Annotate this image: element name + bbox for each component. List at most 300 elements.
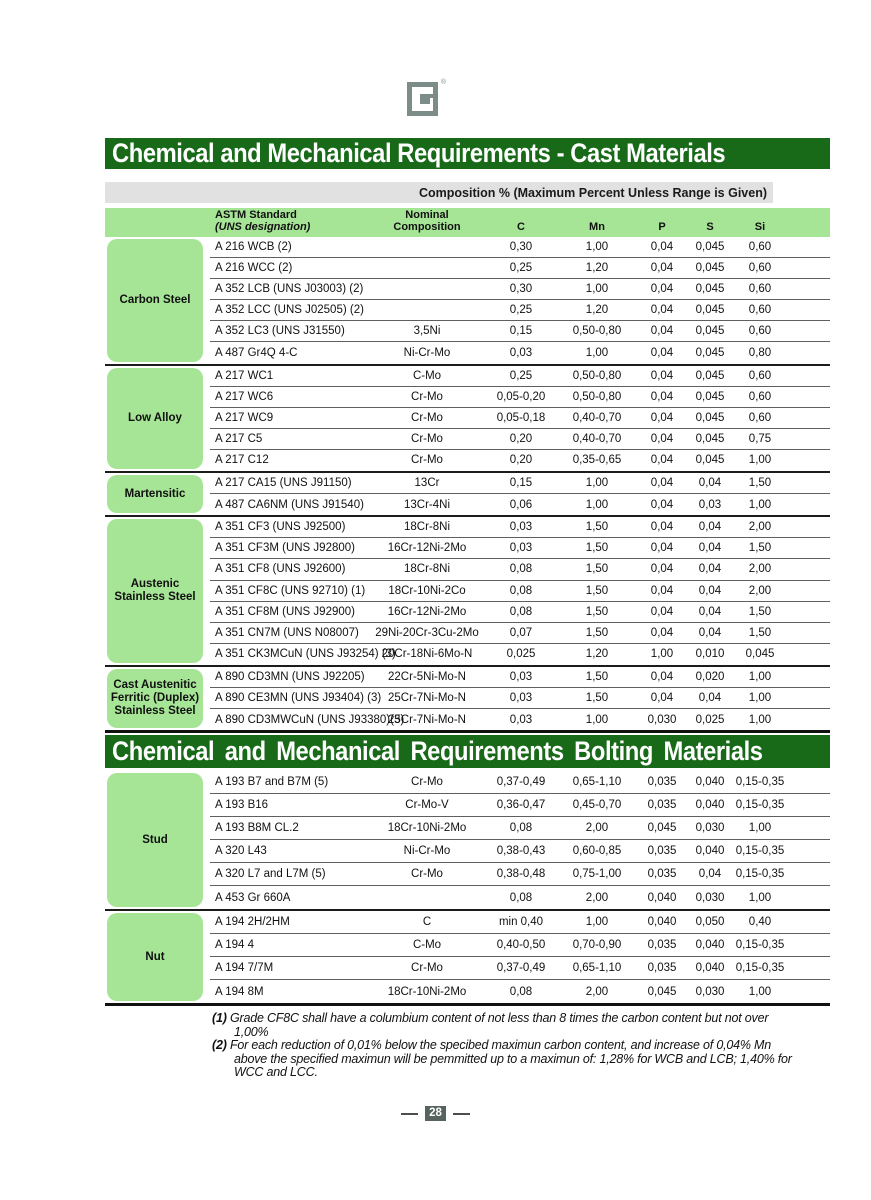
cell-si: 2,00	[748, 521, 772, 534]
cell-si: 0,15-0,35	[735, 799, 785, 811]
cell-si: 0,60	[748, 283, 772, 296]
cell-astm-standard: A 194 4	[215, 939, 255, 951]
cell-p: 0,04	[650, 325, 674, 338]
footnote-number: (1)	[212, 1011, 230, 1025]
cell-mn: 1,00	[585, 477, 609, 490]
cell-s: 0,040	[695, 845, 725, 857]
cell-astm-standard: A 193 B16	[215, 799, 269, 811]
cell-si: 0,60	[748, 241, 772, 254]
table-row	[210, 863, 830, 886]
table-row	[210, 771, 830, 794]
cell-si: 2,00	[748, 584, 772, 597]
cell-nominal-composition: 18Cr-8Ni	[403, 521, 450, 534]
cell-si: 1,00	[748, 822, 772, 834]
section-title-bolting-text: Chemical and Mechanical Requirements Bolting Materials	[112, 736, 763, 766]
cell-c: 0,05-0,20	[496, 390, 546, 403]
cell-p: 0,04	[650, 432, 674, 445]
cell-astm-standard: A 217 WC1	[215, 369, 274, 382]
cell-si: 0,60	[748, 325, 772, 338]
group-label: Nut	[107, 913, 203, 1001]
cell-nominal-composition: 3,5Ni	[413, 325, 441, 338]
cell-astm-standard: A 194 8M	[215, 985, 264, 998]
table-row	[210, 279, 830, 300]
header-astm-standard	[210, 210, 368, 237]
cell-mn: 1,20	[585, 648, 609, 661]
table-row	[210, 494, 830, 515]
cell-c: 0,15	[509, 325, 533, 338]
cell-si: 0,75	[748, 432, 772, 445]
cell-p: 0,04	[650, 584, 674, 597]
table-row	[210, 980, 830, 1003]
cell-nominal-composition: 25Cr-7Ni-Mo-N	[388, 692, 466, 705]
cell-p: 0,04	[650, 563, 674, 576]
cell-c: min 0,40	[498, 916, 544, 928]
page-number-badge: 28	[425, 1106, 446, 1121]
cell-s: 0,045	[695, 304, 725, 317]
bolting-materials-table	[105, 771, 830, 1006]
cell-nominal-composition: Ni-Cr-Mo	[403, 845, 451, 857]
cell-si: 0,60	[748, 390, 772, 403]
cell-nominal-composition: 16Cr-12Ni-2Mo	[387, 542, 467, 555]
cell-nominal-composition: C-Mo	[412, 939, 442, 951]
cell-mn: 1,00	[585, 916, 609, 928]
header-uns-line2: (UNS designation)	[215, 220, 311, 233]
cell-s: 0,045	[695, 390, 725, 403]
bolting-table-groups	[105, 771, 830, 1006]
cell-c: 0,03	[509, 347, 533, 360]
cell-c: 0,38-0,48	[496, 868, 546, 880]
table-row	[210, 957, 830, 980]
cell-c: 0,25	[509, 304, 533, 317]
logo-bridge	[428, 94, 433, 98]
cell-c: 0,03	[509, 542, 533, 555]
page-footer	[0, 1106, 871, 1121]
cell-c: 0,03	[509, 713, 533, 726]
cell-nominal-composition: Cr-Mo	[411, 962, 443, 974]
cell-s: 0,040	[695, 799, 725, 811]
section-title-cast-materials	[105, 138, 830, 169]
table-row	[210, 817, 830, 840]
table-row	[210, 429, 830, 450]
cell-c: 0,38-0,43	[496, 845, 546, 857]
cell-si: 0,15-0,35	[735, 845, 785, 857]
cell-mn: 1,50	[585, 521, 609, 534]
cell-c: 0,20	[509, 432, 533, 445]
cell-s: 0,04	[698, 605, 722, 618]
cell-c: 0,03	[509, 670, 533, 683]
cell-s: 0,04	[698, 542, 722, 555]
footnotes-block	[212, 1012, 797, 1080]
cell-c: 0,40-0,50	[496, 939, 546, 951]
cell-nominal-composition: Cr-Mo	[411, 868, 443, 880]
cell-p: 0,04	[650, 454, 674, 467]
cell-p: 0,04	[650, 347, 674, 360]
cell-c: 0,08	[509, 605, 533, 618]
cell-p: 0,04	[650, 498, 674, 511]
cell-astm-standard: A 351 CN7M (UNS N08007)	[215, 626, 359, 639]
group-rows	[210, 911, 830, 1003]
cell-si: 1,50	[748, 605, 772, 618]
cell-s: 0,04	[698, 692, 722, 705]
cell-si: 0,15-0,35	[735, 776, 785, 788]
cell-mn: 1,20	[585, 304, 609, 317]
cell-astm-standard: A 216 WCC (2)	[215, 262, 293, 275]
cell-mn: 1,50	[585, 542, 609, 555]
table-row	[210, 602, 830, 623]
cell-mn: 0,75-1,00	[572, 868, 622, 880]
cell-si: 0,60	[748, 304, 772, 317]
group-label-column	[105, 771, 210, 909]
cell-mn: 0,50-0,80	[572, 325, 622, 338]
cell-mn: 0,50-0,80	[572, 369, 622, 382]
cell-si: 2,00	[748, 563, 772, 576]
cell-s: 0,040	[695, 962, 725, 974]
table-row	[210, 559, 830, 580]
cell-s: 0,045	[695, 241, 725, 254]
cell-p: 0,035	[647, 939, 677, 951]
cell-mn: 1,00	[585, 283, 609, 296]
cell-mn: 0,70-0,90	[572, 939, 622, 951]
cell-c: 0,08	[509, 563, 533, 576]
group-label: Austenic Stainless Steel	[107, 519, 203, 663]
cell-s: 0,045	[695, 411, 725, 424]
cell-mn: 0,40-0,70	[572, 411, 622, 424]
cell-nominal-composition: Cr-Mo-V	[405, 799, 449, 811]
cell-p: 0,035	[647, 868, 677, 880]
material-group	[105, 364, 830, 471]
table-row	[210, 688, 830, 709]
cell-p: 0,030	[647, 713, 677, 726]
cell-c: 0,25	[509, 369, 533, 382]
cell-mn: 1,20	[585, 262, 609, 275]
cell-si: 0,60	[748, 262, 772, 275]
cell-astm-standard: A 453 Gr 660A	[215, 891, 291, 904]
table-row	[210, 342, 830, 363]
cell-astm-standard: A 352 LC3 (UNS J31550)	[215, 325, 345, 338]
cell-astm-standard: A 890 CD3MWCuN (UNS J93380)(3)	[215, 713, 405, 726]
group-label: Martensitic	[107, 475, 203, 513]
cell-s: 0,050	[695, 916, 725, 928]
table-row	[210, 794, 830, 817]
cell-nominal-composition: 25Cr-7Ni-Mo-N	[388, 713, 466, 726]
cell-c: 0,37-0,49	[496, 776, 546, 788]
cell-mn: 2,00	[585, 985, 609, 998]
cell-s: 0,04	[698, 563, 722, 576]
cell-astm-standard: A 351 CF8 (UNS J92600)	[215, 563, 346, 576]
cell-s: 0,04	[698, 626, 722, 639]
cell-s: 0,010	[695, 648, 725, 661]
cell-nominal-composition: 18Cr-8Ni	[403, 563, 450, 576]
header-element-p: P	[658, 220, 666, 233]
footer-dash-left	[401, 1113, 418, 1115]
table-row	[210, 886, 830, 909]
cell-astm-standard: A 216 WCB (2)	[215, 241, 292, 254]
cell-p: 0,035	[647, 962, 677, 974]
header-nominal-line1: Nominal	[405, 209, 449, 221]
cell-mn: 1,50	[585, 584, 609, 597]
cell-astm-standard: A 320 L43	[215, 845, 267, 857]
cell-c: 0,03	[509, 521, 533, 534]
cell-c: 0,025	[506, 648, 536, 661]
cell-astm-standard: A 194 7/7M	[215, 962, 274, 974]
group-rows	[210, 366, 830, 471]
header-nominal-line2: Composition	[393, 220, 461, 233]
cell-astm-standard: A 194 2H/2HM	[215, 916, 290, 928]
cell-p: 0,045	[647, 985, 677, 998]
cell-s: 0,045	[695, 262, 725, 275]
composition-note-bar	[105, 182, 773, 203]
material-group	[105, 237, 830, 364]
cell-mn: 1,50	[585, 626, 609, 639]
table-row	[210, 387, 830, 408]
cell-c: 0,06	[509, 498, 533, 511]
cell-s: 0,030	[695, 985, 725, 998]
cell-astm-standard: A 217 C12	[215, 454, 269, 467]
cell-c: 0,30	[509, 283, 533, 296]
cell-si: 0,60	[748, 369, 772, 382]
group-label-column	[105, 911, 210, 1003]
cell-nominal-composition: 29Ni-20Cr-3Cu-2Mo	[375, 626, 479, 639]
footnote-text: For each reduction of 0,01% below the specibed maximun carbon content, and increase of 0,04% Mn above the specified maximun will be pemmitted up to a maximun of: 1,28% for WCB and LCB; 1,40% for WCC and LCC.	[229, 1038, 792, 1079]
cell-s: 0,025	[695, 713, 725, 726]
cell-mn: 1,00	[585, 498, 609, 511]
table-row	[210, 450, 830, 471]
cell-c: 0,25	[509, 262, 533, 275]
cell-si: 1,00	[748, 713, 772, 726]
cell-nominal-composition: C-Mo	[412, 369, 442, 382]
cell-nominal-composition: C	[422, 916, 432, 928]
cell-p: 0,04	[650, 626, 674, 639]
company-logo	[407, 79, 446, 116]
cell-si: 0,045	[745, 648, 775, 661]
table-row	[210, 667, 830, 688]
cell-mn: 2,00	[585, 891, 609, 904]
cell-p: 0,04	[650, 262, 674, 275]
cell-mn: 0,50-0,80	[572, 390, 622, 403]
cell-mn: 1,50	[585, 692, 609, 705]
cast-table-groups	[105, 237, 830, 733]
cell-p: 0,04	[650, 692, 674, 705]
cell-mn: 0,65-1,10	[572, 962, 622, 974]
group-label: Stud	[107, 773, 203, 907]
cell-c: 0,08	[509, 891, 533, 904]
cell-p: 0,040	[647, 916, 677, 928]
footnote	[212, 1039, 797, 1080]
cell-p: 0,04	[650, 241, 674, 254]
group-label: Carbon Steel	[107, 239, 203, 362]
table-row	[210, 623, 830, 644]
material-group	[105, 471, 830, 515]
cell-s: 0,030	[695, 891, 725, 904]
cell-c: 0,07	[509, 626, 533, 639]
cell-p: 0,045	[647, 822, 677, 834]
cast-table-header-row	[105, 208, 830, 237]
header-element-c: C	[517, 220, 525, 233]
cell-nominal-composition: Cr-Mo	[411, 776, 443, 788]
cell-nominal-composition: 18Cr-10Ni-2Mo	[387, 822, 467, 834]
cell-c: 0,30	[509, 241, 533, 254]
table-row	[210, 237, 830, 258]
cell-nominal-composition: 13Cr-4Ni	[403, 498, 450, 511]
cell-astm-standard: A 193 B7 and B7M (5)	[215, 776, 329, 788]
header-element-si: Si	[754, 220, 766, 233]
group-label-column	[105, 473, 210, 515]
table-row	[210, 840, 830, 863]
cell-c: 0,36-0,47	[496, 799, 546, 811]
cell-nominal-composition: 13Cr	[414, 477, 440, 490]
cell-p: 0,04	[650, 521, 674, 534]
table-row	[210, 581, 830, 602]
cell-astm-standard: A 890 CE3MN (UNS J93404) (3)	[215, 692, 382, 705]
group-label-column	[105, 237, 210, 364]
cell-s: 0,04	[698, 521, 722, 534]
cell-si: 1,50	[748, 477, 772, 490]
cell-mn: 1,50	[585, 605, 609, 618]
cell-astm-standard: A 487 Gr4Q 4-C	[215, 347, 298, 360]
cell-p: 0,040	[647, 891, 677, 904]
cell-mn: 0,65-1,10	[572, 776, 622, 788]
cell-p: 0,035	[647, 845, 677, 857]
cell-s: 0,045	[695, 347, 725, 360]
table-row	[210, 644, 830, 665]
cell-c: 0,05-0,18	[496, 411, 546, 424]
table-row	[210, 473, 830, 494]
group-rows	[210, 237, 830, 364]
cell-si: 0,80	[748, 347, 772, 360]
cell-p: 0,04	[650, 369, 674, 382]
cell-p: 0,04	[650, 477, 674, 490]
cell-nominal-composition: 20Cr-18Ni-6Mo-N	[381, 648, 473, 661]
group-rows	[210, 771, 830, 909]
cell-astm-standard: A 217 C5	[215, 432, 263, 445]
cell-c: 0,08	[509, 985, 533, 998]
cell-mn: 1,00	[585, 713, 609, 726]
table-row	[210, 366, 830, 387]
cell-si: 1,00	[748, 985, 772, 998]
material-group	[105, 771, 830, 909]
cell-nominal-composition: Cr-Mo	[411, 411, 443, 424]
cell-p: 0,04	[650, 542, 674, 555]
cell-nominal-composition: 16Cr-12Ni-2Mo	[387, 605, 467, 618]
cell-mn: 0,40-0,70	[572, 432, 622, 445]
cell-s: 0,040	[695, 776, 725, 788]
group-label-column	[105, 517, 210, 665]
table-row	[210, 709, 830, 730]
cell-nominal-composition: Cr-Mo	[411, 432, 443, 445]
cell-s: 0,040	[695, 939, 725, 951]
cell-s: 0,04	[698, 868, 722, 880]
cell-p: 0,04	[650, 605, 674, 618]
group-rows	[210, 667, 830, 730]
cell-nominal-composition: 22Cr-5Ni-Mo-N	[388, 670, 466, 683]
cell-astm-standard: A 352 LCB (UNS J03003) (2)	[215, 283, 364, 296]
cell-nominal-composition: 18Cr-10Ni-2Mo	[387, 985, 467, 998]
cell-si: 1,00	[748, 454, 772, 467]
header-nominal-composition	[368, 210, 486, 237]
cell-c: 0,37-0,49	[496, 962, 546, 974]
cell-nominal-composition: Cr-Mo	[411, 390, 443, 403]
cell-mn: 0,35-0,65	[572, 454, 622, 467]
cell-astm-standard: A 352 LCC (UNS J02505) (2)	[215, 304, 364, 317]
cell-mn: 1,50	[585, 563, 609, 576]
cell-si: 1,00	[748, 498, 772, 511]
cell-c: 0,20	[509, 454, 533, 467]
header-element-s: S	[706, 220, 714, 233]
cell-si: 1,00	[748, 891, 772, 904]
cell-nominal-composition: Cr-Mo	[411, 454, 443, 467]
material-group	[105, 665, 830, 730]
cell-astm-standard: A 351 CF8M (UNS J92900)	[215, 605, 355, 618]
cell-p: 0,04	[650, 411, 674, 424]
cell-astm-standard: A 351 CF8C (UNS 92710) (1)	[215, 584, 366, 597]
cell-astm-standard: A 351 CK3MCuN (UNS J93254) (3)	[215, 648, 396, 661]
cell-mn: 1,50	[585, 670, 609, 683]
header-astm-line1: ASTM Standard	[215, 209, 297, 221]
table-row	[210, 321, 830, 342]
cell-astm-standard: A 890 CD3MN (UNS J92205)	[215, 670, 365, 683]
cell-s: 0,04	[698, 477, 722, 490]
cell-c: 0,08	[509, 584, 533, 597]
cell-si: 0,15-0,35	[735, 962, 785, 974]
section-title-cast-text: Chemical and Mechanical Requirements - Cast Materials	[112, 138, 726, 168]
cell-p: 0,04	[650, 670, 674, 683]
group-label: Low Alloy	[107, 368, 203, 469]
header-element-mn: Mn	[589, 220, 605, 233]
footnote-number: (2)	[212, 1038, 230, 1052]
footer-dash-right	[453, 1113, 470, 1115]
cell-c: 0,03	[509, 692, 533, 705]
table-row	[210, 300, 830, 321]
table-row	[210, 934, 830, 957]
cell-p: 0,04	[650, 283, 674, 296]
cell-mn: 0,60-0,85	[572, 845, 622, 857]
cell-astm-standard: A 193 B8M CL.2	[215, 822, 299, 834]
cell-s: 0,045	[695, 454, 725, 467]
cell-astm-standard: A 320 L7 and L7M (5)	[215, 868, 326, 880]
cell-p: 0,04	[650, 390, 674, 403]
group-label-column	[105, 366, 210, 471]
cell-mn: 1,00	[585, 241, 609, 254]
material-group	[105, 909, 830, 1003]
table-row	[210, 408, 830, 429]
group-rows	[210, 517, 830, 665]
cell-s: 0,04	[698, 584, 722, 597]
cell-s: 0,020	[695, 670, 725, 683]
group-label: Cast Austenitic Ferritic (Duplex) Stainless Steel	[107, 669, 203, 728]
cell-mn: 2,00	[585, 822, 609, 834]
cell-s: 0,030	[695, 822, 725, 834]
cell-s: 0,045	[695, 325, 725, 338]
cell-s: 0,045	[695, 369, 725, 382]
cell-astm-standard: A 217 WC6	[215, 390, 274, 403]
cell-mn: 1,00	[585, 347, 609, 360]
cell-si: 1,00	[748, 670, 772, 683]
cell-p: 0,035	[647, 799, 677, 811]
cell-nominal-composition: Ni-Cr-Mo	[403, 347, 451, 360]
cell-si: 0,15-0,35	[735, 868, 785, 880]
cell-si: 0,40	[748, 916, 772, 928]
table-row	[210, 911, 830, 934]
cell-si: 1,00	[748, 692, 772, 705]
cell-mn: 0,45-0,70	[572, 799, 622, 811]
cell-s: 0,045	[695, 283, 725, 296]
cell-si: 1,50	[748, 542, 772, 555]
table-row	[210, 538, 830, 559]
cell-s: 0,03	[698, 498, 722, 511]
registered-trademark-icon: ®	[440, 79, 446, 86]
cell-astm-standard: A 217 WC9	[215, 411, 274, 424]
footnote-text: Grade CF8C shall have a columbium content of not less than 8 times the carbon content but not over 1,00%	[229, 1011, 769, 1039]
